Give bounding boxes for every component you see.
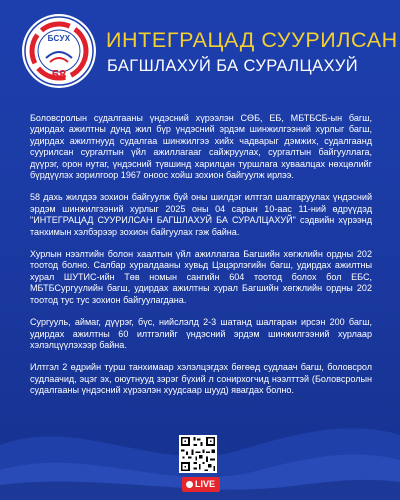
paragraph-participants: Сургууль, аймаг, дүүрэг, бүс, нийслэлд 2-3 шатанд шалгаран ирсэн 200 багш, удирдах ажилтны 60 илтгэлийг үндэсний эрдэм шинжилгээний хурлаар хэлэлцүүлэхээр байна. [30,317,372,350]
poster-title: ИНТЕГРАЦАД СУУРИЛСАН [106,28,398,52]
qr-code[interactable] [179,435,217,473]
live-label: LIVE [195,479,216,489]
live-dot-icon [186,481,193,488]
emblem-abbreviation: БСУХ [47,34,71,43]
paragraph-venue: Хурлын нээлтийн болон хаалтын үйл ажиллагаа Багшийн хөгжлийн ордны 202 тоотод болно. Салбар хуралдааны хувьд Цэцэрлэгийн багш, удирдах ажилтны хурал ШУТИС-ийн Төв номын сангийн 604 тоотод болох бол ЕБС, МБТБСургуулийн багш, удирдах ажилтны хурал Багшийн хөгжлийн ордны 202 тоотод тус тус зохион байгуулагдана. [30,249,372,305]
emblem-number: 58 [51,67,67,82]
live-badge[interactable] [182,477,220,492]
announcement-body [30,113,372,408]
paragraph-event: 58 дахь жилдээ зохион байгуулж буй оны шилдэг илтгэл шалгаруулах үндэсний эрдэм шинжилгээний хурлыг 2025 оны 04 сарын 10-аас 11-ний өдрүүдэд "ИНТЕГРАЦАД СУУРИЛСАН БАГШЛАХУЙ БА СУРАЛЦАХУЙ" сэдвийн хүрээнд танхимын хэлбэрээр зохион байгуулах гэж байна. [30,192,372,237]
conference-emblem [20,12,98,90]
paragraph-livestream: Илтгэл 2 өдрийн турш танхимаар хэлэлцэгдэх бөгөөд судлаач багш, боловсрол судлаачид, эцэг эх, оюутнууд зэрэг бүхий л сонирхогчид нээлттэй (Боловсролын судалгааны үндэсний хүрээлэн хуудсаар шууд) явагдах болно. [30,362,372,396]
paragraph-intro: Боловсролын судалгааны үндэсний хүрээлэн СӨБ, ЕБ, МБТБСБ-ын багш, удирдах ажилтны дунд жил бүр үндэсний эрдэм шинжилгээний хурлыг багш, удирдах ажилтнууд судалгаа шинжилгээ хийх чадварыг дэмжих, судалгаанд суурилсан сургалтын үйл ажиллагааг сайжруулах, сургалтын байгууллага, дүүрэг, орон нутаг, үндэсний түвшинд харилцан туршлага хуваалцах нөхцөлийг бүрдүүлэх зорилгоор 1967 оноос хойш зохион байгуулж ирлээ. [30,113,372,181]
qr-code-icon [179,435,217,473]
poster-subtitle: БАГШЛАХУЙ БА СУРАЛЦАХУЙ [107,57,359,75]
header [20,12,398,92]
